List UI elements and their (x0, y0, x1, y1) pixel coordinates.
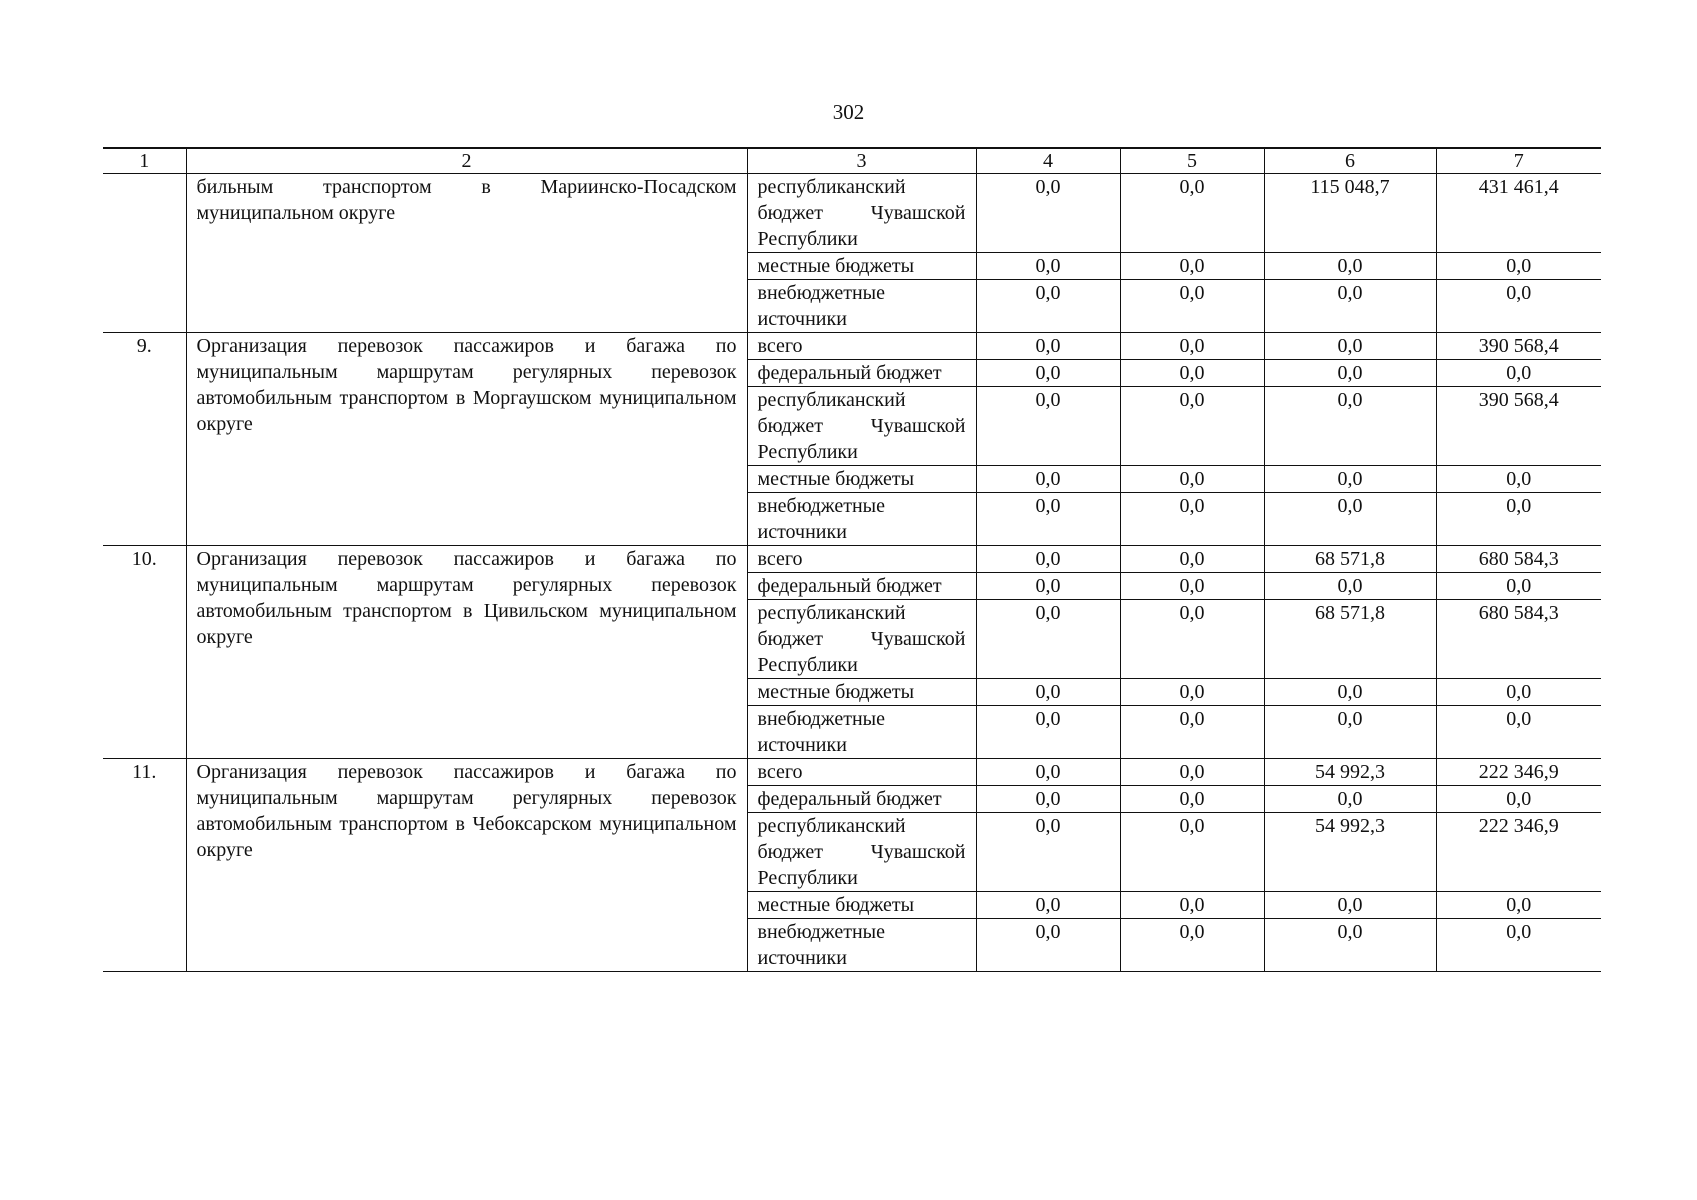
amount-cell: 0,0 (1436, 892, 1601, 919)
item-number: 9. (103, 333, 186, 546)
amount-cell: 54 992,3 (1264, 759, 1436, 786)
amount-cell: 0,0 (1436, 706, 1601, 759)
funding-source: внебюджетные источники (747, 280, 976, 333)
amount-cell: 0,0 (976, 706, 1120, 759)
item-number: 11. (103, 759, 186, 972)
amount-cell: 0,0 (1436, 493, 1601, 546)
amount-cell: 0,0 (976, 546, 1120, 573)
amount-cell: 0,0 (1264, 360, 1436, 387)
amount-cell: 0,0 (976, 360, 1120, 387)
amount-cell: 680 584,3 (1436, 600, 1601, 679)
amount-cell: 0,0 (1436, 573, 1601, 600)
amount-cell: 222 346,9 (1436, 759, 1601, 786)
amount-cell: 0,0 (1436, 280, 1601, 333)
amount-cell: 68 571,8 (1264, 546, 1436, 573)
amount-cell: 0,0 (1120, 546, 1264, 573)
amount-cell: 431 461,4 (1436, 174, 1601, 253)
funding-source: внебюджетные источники (747, 919, 976, 972)
amount-cell: 0,0 (1436, 919, 1601, 972)
funding-source: местные бюджеты (747, 679, 976, 706)
amount-cell: 0,0 (1264, 706, 1436, 759)
amount-cell: 222 346,9 (1436, 813, 1601, 892)
funding-source: местные бюджеты (747, 466, 976, 493)
funding-source: республиканский бюджет Чувашской Республики (747, 387, 976, 466)
amount-cell: 0,0 (1264, 280, 1436, 333)
amount-cell: 0,0 (1436, 360, 1601, 387)
table-body (103, 148, 1601, 972)
funding-source: федеральный бюджет (747, 573, 976, 600)
amount-cell: 0,0 (976, 892, 1120, 919)
funding-source: республиканский бюджет Чувашской Республики (747, 813, 976, 892)
column-number: 7 (1436, 148, 1601, 174)
column-number: 5 (1120, 148, 1264, 174)
amount-cell: 0,0 (1120, 360, 1264, 387)
funding-source: всего (747, 546, 976, 573)
amount-cell: 0,0 (1436, 253, 1601, 280)
item-number (103, 174, 186, 333)
column-number: 6 (1264, 148, 1436, 174)
amount-cell: 0,0 (1120, 466, 1264, 493)
item-description: бильным транспортом в Мариинско-Посадском муниципальном округе (186, 174, 747, 333)
funding-source: федеральный бюджет (747, 360, 976, 387)
funding-source: республиканский бюджет Чувашской Республики (747, 600, 976, 679)
amount-cell: 0,0 (1264, 892, 1436, 919)
amount-cell: 0,0 (1264, 253, 1436, 280)
funding-source: республиканский бюджет Чувашской Республики (747, 174, 976, 253)
budget-table (103, 147, 1601, 972)
item-number: 10. (103, 546, 186, 759)
amount-cell: 0,0 (976, 253, 1120, 280)
column-number: 2 (186, 148, 747, 174)
funding-source: всего (747, 759, 976, 786)
amount-cell: 0,0 (976, 919, 1120, 972)
amount-cell: 0,0 (1120, 280, 1264, 333)
amount-cell: 0,0 (1120, 174, 1264, 253)
amount-cell: 0,0 (1120, 493, 1264, 546)
amount-cell: 0,0 (1120, 706, 1264, 759)
amount-cell: 0,0 (1120, 333, 1264, 360)
amount-cell: 68 571,8 (1264, 600, 1436, 679)
funding-source: внебюджетные источники (747, 706, 976, 759)
amount-cell: 0,0 (976, 387, 1120, 466)
amount-cell: 0,0 (1120, 759, 1264, 786)
amount-cell: 0,0 (1120, 892, 1264, 919)
amount-cell: 0,0 (976, 493, 1120, 546)
amount-cell: 115 048,7 (1264, 174, 1436, 253)
amount-cell: 0,0 (1120, 679, 1264, 706)
column-number: 1 (103, 148, 186, 174)
table-row (103, 174, 1601, 253)
amount-cell: 0,0 (1120, 919, 1264, 972)
table-row (103, 546, 1601, 573)
item-description: Организация перевозок пассажиров и багажа по муниципальным маршрутам регулярных перевозок автомобильным транспортом в Цивильском муниципальном округе (186, 546, 747, 759)
amount-cell: 0,0 (1436, 679, 1601, 706)
amount-cell: 0,0 (1120, 253, 1264, 280)
amount-cell: 0,0 (976, 759, 1120, 786)
amount-cell: 0,0 (976, 333, 1120, 360)
amount-cell: 0,0 (1436, 466, 1601, 493)
amount-cell: 0,0 (976, 280, 1120, 333)
amount-cell: 0,0 (1264, 493, 1436, 546)
amount-cell: 0,0 (1264, 573, 1436, 600)
column-number: 4 (976, 148, 1120, 174)
amount-cell: 0,0 (1120, 387, 1264, 466)
amount-cell: 0,0 (1264, 786, 1436, 813)
amount-cell: 0,0 (1120, 813, 1264, 892)
amount-cell: 0,0 (976, 600, 1120, 679)
amount-cell: 0,0 (1264, 466, 1436, 493)
column-number: 3 (747, 148, 976, 174)
amount-cell: 0,0 (976, 174, 1120, 253)
item-description: Организация перевозок пассажиров и багажа по муниципальным маршрутам регулярных перевозок автомобильным транспортом в Моргаушском муниципальном округе (186, 333, 747, 546)
amount-cell: 0,0 (1120, 573, 1264, 600)
amount-cell: 0,0 (1264, 387, 1436, 466)
table-row (103, 333, 1601, 360)
amount-cell: 0,0 (976, 679, 1120, 706)
amount-cell: 0,0 (1264, 333, 1436, 360)
page-number: 302 (832, 100, 865, 124)
item-description: Организация перевозок пассажиров и багажа по муниципальным маршрутам регулярных перевозок автомобильным транспортом в Чебоксарском муниципальном округе (186, 759, 747, 972)
amount-cell: 0,0 (1120, 600, 1264, 679)
amount-cell: 0,0 (976, 466, 1120, 493)
table-row (103, 759, 1601, 786)
funding-source: всего (747, 333, 976, 360)
amount-cell: 390 568,4 (1436, 387, 1601, 466)
funding-source: местные бюджеты (747, 892, 976, 919)
amount-cell: 680 584,3 (1436, 546, 1601, 573)
amount-cell: 0,0 (1264, 919, 1436, 972)
amount-cell: 0,0 (1436, 786, 1601, 813)
amount-cell: 0,0 (1120, 786, 1264, 813)
amount-cell: 54 992,3 (1264, 813, 1436, 892)
amount-cell: 0,0 (976, 573, 1120, 600)
amount-cell: 390 568,4 (1436, 333, 1601, 360)
column-number-row (103, 148, 1601, 174)
amount-cell: 0,0 (1264, 679, 1436, 706)
amount-cell: 0,0 (976, 786, 1120, 813)
amount-cell: 0,0 (976, 813, 1120, 892)
funding-source: внебюджетные источники (747, 493, 976, 546)
funding-source: местные бюджеты (747, 253, 976, 280)
funding-source: федеральный бюджет (747, 786, 976, 813)
